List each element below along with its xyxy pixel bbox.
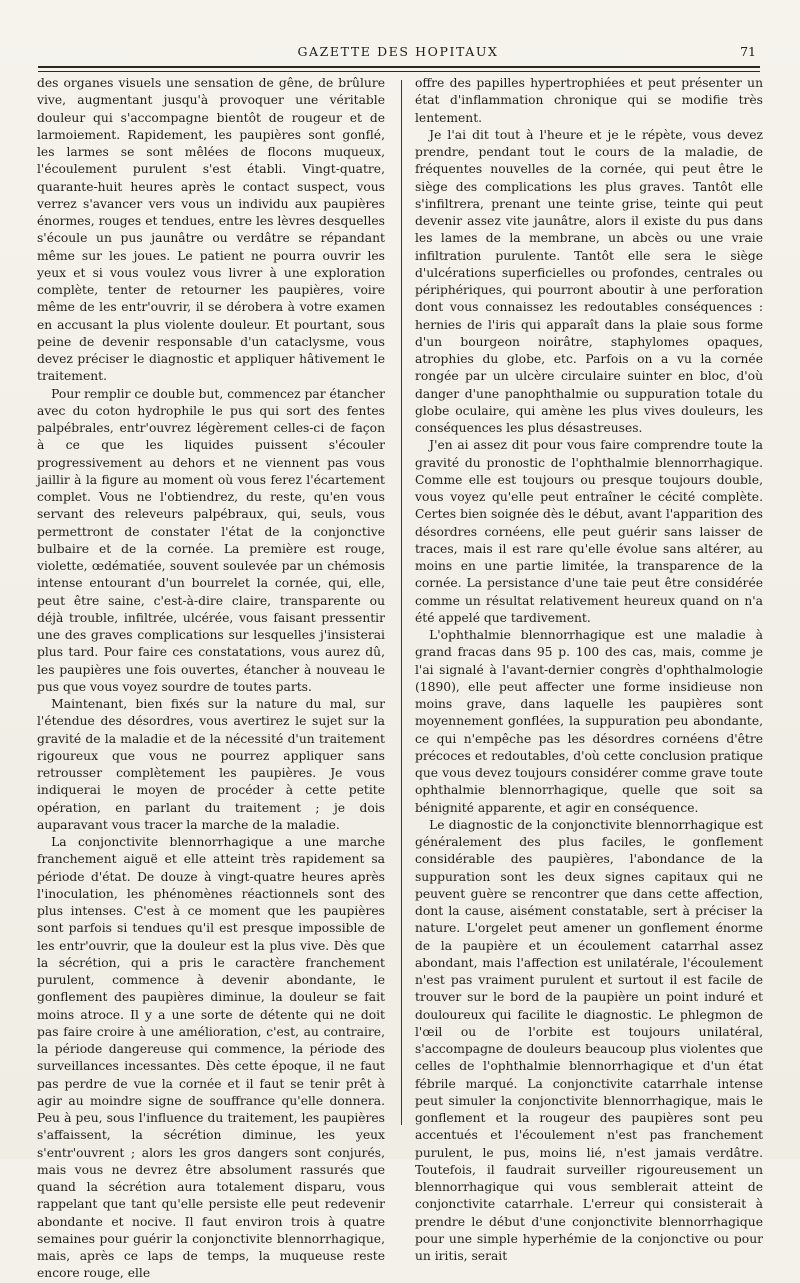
paragraph: des organes visuels une sensation de gêne, de brûlure vive, augmentant jusqu'à provoquer une véritable douleur qui s'accompagne bientôt de rougeur et de larmoiement. Rapidement, les paupières sont gonflé, les larmes se sont mêlées de flocons muqueux, l'écoulement purulent s'est établi. Vingt-quatre, quarante-huit heures après le contact suspect, vous verrez s'avancer vers vous un individu aux paupières énormes, rouges et tendues, entre les lèvres desquelles s'écoule un pus jaunâtre ou verdâtre se répandant même sur les joues. Le patient ne pourra ouvrir les yeux et si vous voulez vous livrer à une exploration complète, tenter de retourner les paupières, voire même de les entr'ouvrir, il se dérobera à votre examen en accusant la plus violente douleur. Et pourtant, sous peine de devenir responsable d'un cataclysme, vous devez préciser le diagnostic et appliquer hâtivement le traitement.: [37, 76, 385, 384]
paragraph: Maintenant, bien fixés sur la nature du mal, sur l'étendue des désordres, vous avertirez le sujet sur la gravité de la maladie et de la nécessité d'un traitement rigoureux que vous ne pourrez appliquer sans retrousser complètement les paupières. Je vous indiquerai le moyen de procéder à cette petite opération, en parlant du traitement ; je dois auparavant vous tracer la marche de la maladie.: [37, 697, 385, 832]
right-column: [415, 75, 763, 1263]
paragraph: Je l'ai dit tout à l'heure et je le répète, vous devez prendre, pendant tout le cours de la maladie, de fréquentes nouvelles de la cornée, qui peut être le siège des complications les plus graves. Tantôt elle s'infiltrera, prenant une teinte grise, teinte qui peut devenir assez vite jaunâtre, alors il existe du pus dans les lames de la membrane, un abcès ou une vraie infiltration purulente. Tantôt elle sera le siège d'ulcérations superficielles ou profondes, centrales ou périphériques, qui pourront aboutir à une perforation dont vous connaissez les redoutables conséquences : hernies de l'iris qui apparaît dans la plaie sous forme d'un bourgeon noirâtre, staphylomes opaques, atrophies du globe, etc. Parfois on a vu la cornée rongée par un ulcère circulaire suinter en bloc, d'où danger d'une panophthalmie ou suppuration totale du globe oculaire, qui amène les plus vives douleurs, les conséquences les plus désastreuses.: [415, 127, 763, 435]
left-column: [37, 75, 385, 1281]
paragraph: Le diagnostic de la conjonctivite blennorrhagique est généralement des plus faciles, le gonflement considérable des paupières, l'abondance de la suppuration sont les deux signes capitaux qui ne peuvent guère se rencontrer que dans cette affection, dont la cause, aisément constatable, sert à préciser la nature. L'orgelet peut amener un gonflement énorme de la paupière et un écoulement catarrhal assez abondant, mais l'affection est unilatérale, l'écoulement n'est pas vraiment purulent et surtout il est facile de trouver sur le bord de la paupière un point induré et douloureux qui facilite le diagnostic. Le phlegmon de l'œil ou de l'orbite est toujours unilatéral, s'accompagne de douleurs beaucoup plus violentes que celles de l'ophthalmie blennorrhagique et d'un état fébrile marqué. La conjonctivite catarrhale intense peut simuler la conjonctivite blennorrhagique, mais le gonflement et la rougeur des paupières sont peu accentués et l'écoulement n'est pas franchement purulent, le pus, moins lié, n'est jamais verdâtre. Toutefois, il faudrait surveiller rigoureusement un blennorrhagique qui vous semblerait atteint de conjonctivite catarrhale. L'erreur qui consisterait à prendre le début d'une conjonctivite blennorrhagique pour une simple hyperhémie de la conjonctive ou pour un iritis, serait: [415, 817, 763, 1263]
page-header: [40, 40, 756, 62]
page-number: 71: [740, 44, 756, 59]
paragraph: La conjonctivite blennorrhagique a une marche franchement aiguë et elle atteint très rapidement sa période d'état. De douze à vingt-quatre heures après l'inoculation, les phénomènes réactionnels sont des plus intenses. C'est à ce moment que les paupières sont parfois si tendues qu'il est presque impossible de les entr'ouvrir, que la douleur est la plus vive. Dès que la sécrétion, qui a pris le caractère franchement purulent, commence à devenir abondante, le gonflement des paupières diminue, la douleur se fait moins atroce. Il y a une sorte de détente qui ne doit pas faire croire à une amélioration, c'est, au contraire, la période dangereuse qui commence, la période des surveillances incessantes. Dès cette époque, il ne faut pas perdre de vue la cornée et il faut se tenir prêt à agir au moindre signe de souffrance qu'elle donnera. Peu à peu, sous l'influence du traitement, les paupières s'affaissent, la sécrétion diminue, les yeux s'entr'ouvrent ; alors les gros dangers sont conjurés, mais vous ne devrez être absolument rassurés que quand la sécrétion aura totalement disparu, vous rappelant que tant qu'elle persiste elle peut redevenir abondante et nocive. Il faut environ trois à quatre semaines pour guérir la conjonctivite blennorrhagique, mais, après ce laps de temps, la muqueuse reste encore rouge, elle: [37, 835, 385, 1281]
paragraph: L'ophthalmie blennorrhagique est une maladie à grand fracas dans 95 p. 100 des cas, mais, comme je l'ai signalé à l'avant-dernier congrès d'ophthalmologie (1890), elle peut affecter une forme insidieuse non moins grave, dans laquelle les paupières sont moyennement gonflées, la suppuration peu abondante, ce qui n'empêche pas les désordres cornéens d'être précoces et redoutables, d'où cette conclusion pratique que vous devez toujours considérer comme grave toute ophthalmie blennorrhagique, quelle que soit sa bénignité apparente, et agir en conséquence.: [415, 628, 763, 815]
column-divider: [401, 80, 402, 1125]
header-rule-thick: [38, 66, 760, 68]
paragraph: offre des papilles hypertrophiées et peut présenter un état d'inflammation chronique qui se modifie très lentement.: [415, 76, 763, 125]
header-rule-thin: [38, 71, 760, 72]
paragraph: Pour remplir ce double but, commencez par étancher avec du coton hydrophile le pus qui sort des fentes palpébrales, entr'ouvrez légèrement celles-ci de façon à ce que les liquides puissent s'écouler progressivement au dehors et ne viennent pas vous jaillir à la figure au moment où vous ferez l'écartement complet. Vous ne l'obtiendrez, du reste, qu'en vous servant des releveurs palpébraux, qui, seuls, vous permettront de constater l'état de la conjonctive bulbaire et de la cornée. La première est rouge, violette, œdématiée, souvent soulevée par un chémosis intense entourant d'un bourrelet la cornée, qui, elle, peut être saine, c'est-à-dire claire, transparente ou déjà trouble, infiltrée, ulcérée, vous faisant pressentir une des graves complications sur lesquelles j'insisterai plus tard. Pour faire ces constatations, vous aurez dû, les paupières une fois ouvertes, étancher à nouveau le pus que vous voyez sourdre de toutes parts.: [37, 386, 385, 694]
running-title: GAZETTE DES HOPITAUX: [297, 44, 499, 59]
paragraph: J'en ai assez dit pour vous faire comprendre toute la gravité du pronostic de l'ophthalmie blennorrhagique. Comme elle est toujours ou presque toujours double, vous voyez qu'elle peut entraîner le cécité complète. Certes bien soignée dès le début, avant l'apparition des désordres cornéens, elle peut guérir sans laisser de traces, mais il est rare qu'elle évolue sans altérer, au moins en une partie limitée, la transparence de la cornée. La persistance d'une taie peut être considérée comme un résultat relativement heureux quand on n'a été appelé que tardivement.: [415, 438, 763, 625]
